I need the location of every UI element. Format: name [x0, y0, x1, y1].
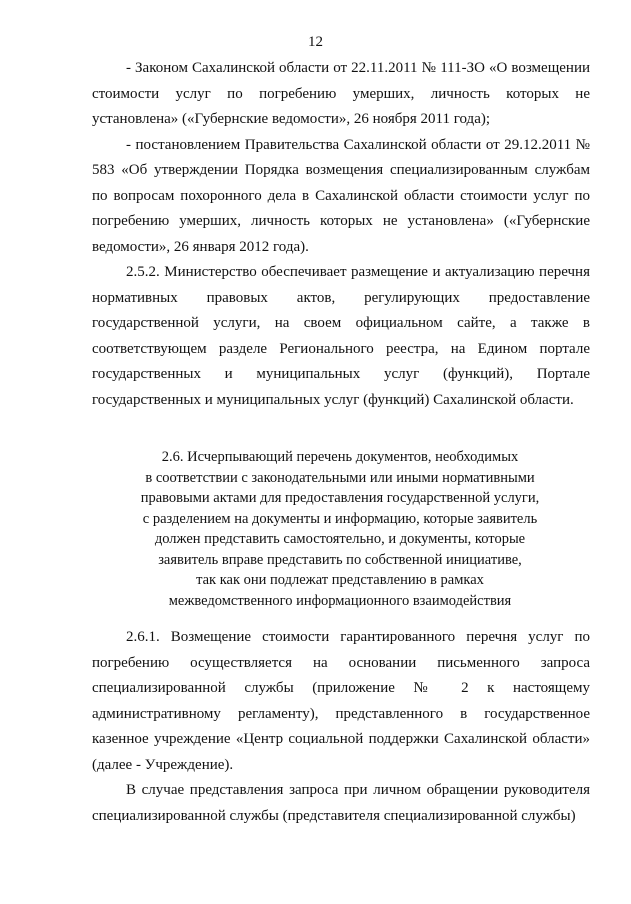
heading-line: так как они подлежат представлению в рамках — [196, 572, 484, 588]
heading-line: межведомственного информационного взаимодействия — [168, 592, 512, 609]
page-number: 12 — [308, 34, 323, 50]
text-block-top — [92, 56, 590, 413]
paragraph-government-resolution: - постановлением Правительства Сахалинской области от 29.12.2011 № 583 «Об утверждении Порядка возмещения специализированным службам по вопросам похоронного дела в Сахалинской области стоимости услуг по погребению умерших, личность которых не установлена» («Губернские ведомости», 26 января 2012 года). — [92, 136, 590, 255]
heading-line: с разделением на документы и информацию, которые заявитель — [142, 510, 538, 527]
section-heading-2-6 — [130, 447, 550, 611]
heading-line: должен представить самостоятельно, и документы, которые — [154, 531, 526, 547]
paragraph-2-6-1: 2.6.1. Возмещение стоимости гарантированного перечня услуг по погребению осуществляется на основании письменного запроса специализированной службы (приложение № 2 к настоящему административному регламенту), представленного в государственное казенное учреждение «Центр социальной поддержки Сахалинской области» (далее - Учреждение). — [92, 629, 590, 773]
heading-line: правовыми актами для предоставления государственной услуги, — [140, 490, 540, 506]
heading-line: в соответствии с законодательными или иными нормативными — [145, 469, 535, 486]
heading-line: 2.6. Исчерпывающий перечень документов, необходимых — [161, 449, 519, 465]
heading-line: заявитель вправе представить по собственной инициативе, — [158, 551, 522, 568]
paragraph-law-reference: - Законом Сахалинской области от 22.11.2011 № 111-ЗО «О возмещении стоимости услуг по погребению умерших, личность которых не установлена» («Губернские ведомости», 26 ноября 2011 года); — [92, 60, 590, 127]
paragraph-personal-request: В случае представления запроса при личном обращении руководителя специализированной службы (представителя специализированной службы) — [92, 782, 590, 824]
paragraph-2-5-2: 2.5.2. Министерство обеспечивает размещение и актуализацию перечня нормативных правовых актов, регулирующих предоставление государственной услуги, на своем официальном сайте, а также в соответствующем разделе Регионального реестра, на Едином портале государственных и муниципальных услуг (функций), Портале государственных и муниципальных услуг (функций) Сахалинской области. — [92, 264, 590, 408]
text-block-bottom — [92, 625, 590, 829]
